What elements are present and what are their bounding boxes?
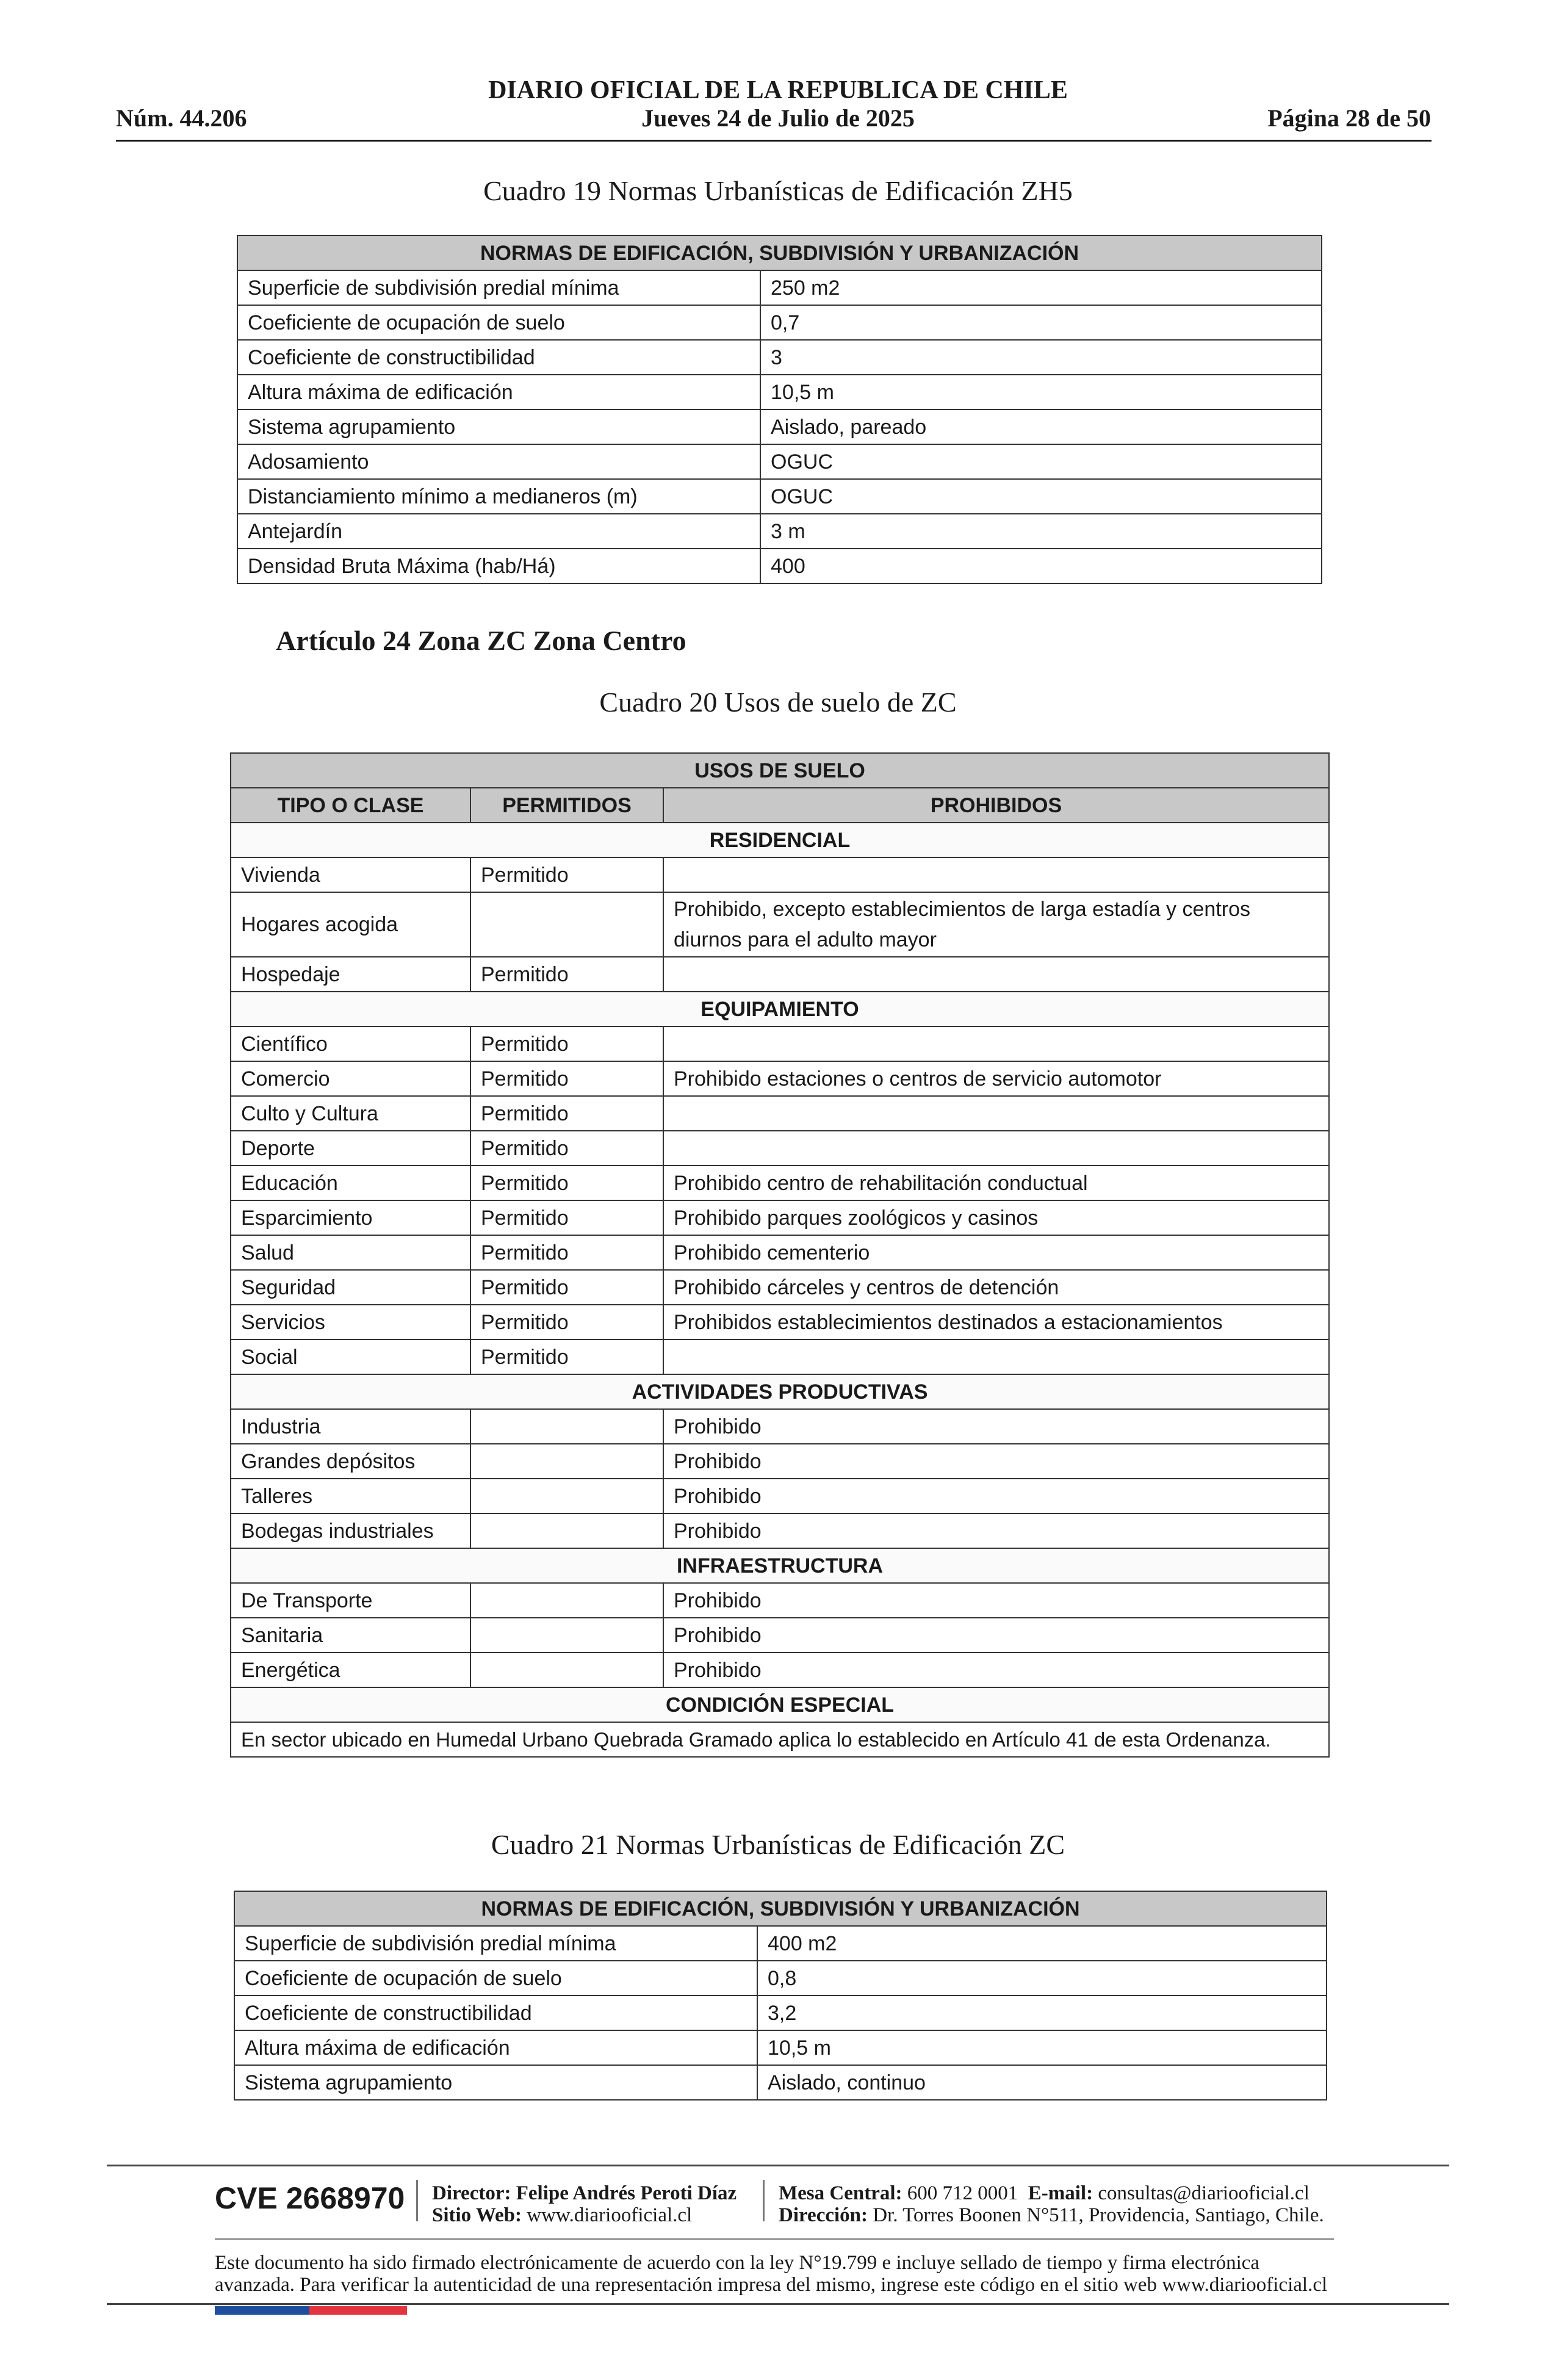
table-row — [231, 1583, 1329, 1618]
footer-divider-top — [107, 2165, 1449, 2166]
article-heading: Artículo 24 Zona ZC Zona Centro — [276, 625, 686, 656]
section-residencial: RESIDENCIAL — [231, 823, 1329, 857]
cell-permitido — [470, 1583, 663, 1618]
cell-tipo: Social — [231, 1340, 470, 1374]
issue-number: Núm. 44.206 — [116, 104, 247, 132]
condicion-especial-text: En sector ubicado en Humedal Urbano Quebrada Gramado aplica lo establecido en Artículo 41 de esta Ordenanza. — [231, 1722, 1329, 1757]
table-row — [237, 549, 1322, 583]
section-equipamiento: EQUIPAMIENTO — [231, 992, 1329, 1026]
cell-tipo: Seguridad — [231, 1270, 470, 1305]
flag-stripe-red — [309, 2306, 407, 2315]
table-row — [231, 1618, 1329, 1653]
cuadro20-caption: Cuadro 20 Usos de suelo de ZC — [599, 687, 957, 718]
cve-code: CVE 2668970 — [215, 2181, 405, 2215]
cell-prohibido: Prohibido centro de rehabilitación conductual — [663, 1166, 1329, 1200]
table-row — [231, 1235, 1329, 1270]
footer-divider-bottom — [107, 2303, 1449, 2305]
row-value: 3 — [760, 340, 1322, 375]
cell-tipo: Comercio — [231, 1061, 470, 1096]
row-value: 10,5 m — [760, 375, 1322, 409]
cuadro21-table — [234, 1891, 1327, 2101]
row-value: 250 m2 — [760, 270, 1322, 305]
cuadro21-caption: Cuadro 21 Normas Urbanísticas de Edificación ZC — [491, 1829, 1065, 1860]
director-line — [432, 2182, 737, 2205]
cell-prohibido — [663, 1096, 1329, 1131]
column-header-prohibidos: PROHIBIDOS — [663, 788, 1329, 823]
section-actividades-productivas: ACTIVIDADES PRODUCTIVAS — [231, 1374, 1329, 1409]
table-row — [237, 514, 1322, 549]
table-row — [231, 1200, 1329, 1235]
address-label: Dirección: — [779, 2204, 868, 2226]
mesa-phone: 600 712 0001 — [907, 2182, 1018, 2204]
row-label: Coeficiente de constructibilidad — [234, 1996, 757, 2030]
cell-prohibido — [663, 1026, 1329, 1061]
footer-separator — [763, 2180, 765, 2221]
website-label: Sitio Web: — [432, 2204, 522, 2226]
table-row — [231, 1166, 1329, 1200]
cell-permitido: Permitido — [470, 1096, 663, 1131]
row-value: 0,8 — [757, 1961, 1327, 1996]
cell-tipo: Hogares acogida — [231, 892, 470, 957]
row-value: 3,2 — [757, 1996, 1327, 2030]
cell-prohibido: Prohibido parques zoológicos y casinos — [663, 1200, 1329, 1235]
cell-permitido — [470, 892, 663, 957]
cell-permitido — [470, 1513, 663, 1548]
cell-prohibido: Prohibido — [663, 1583, 1329, 1618]
cell-prohibido: Prohibido — [663, 1513, 1329, 1548]
cell-prohibido: Prohibido — [663, 1479, 1329, 1513]
cell-tipo: Industria — [231, 1409, 470, 1444]
address-line — [779, 2204, 1324, 2227]
table-row — [231, 857, 1329, 892]
cell-prohibido: Prohibido cárceles y centros de detención — [663, 1270, 1329, 1305]
row-value: Aislado, pareado — [760, 409, 1322, 444]
row-label: Superficie de subdivisión predial mínima — [234, 1926, 757, 1961]
table-row — [237, 270, 1322, 305]
table-row — [234, 2030, 1327, 2065]
section-condicion-especial: CONDICIÓN ESPECIAL — [231, 1687, 1329, 1722]
cell-prohibido: Prohibido — [663, 1618, 1329, 1653]
row-value: 10,5 m — [757, 2030, 1327, 2065]
row-label: Adosamiento — [237, 444, 760, 479]
cell-tipo: Grandes depósitos — [231, 1444, 470, 1479]
cell-prohibido — [663, 1131, 1329, 1166]
table-row — [231, 892, 1329, 957]
footer-separator — [416, 2180, 418, 2221]
cell-permitido — [470, 1444, 663, 1479]
table-row — [234, 2065, 1327, 2100]
cuadro19-caption: Cuadro 19 Normas Urbanísticas de Edificación ZH5 — [483, 175, 1073, 206]
table-row — [234, 1996, 1327, 2030]
cell-permitido — [470, 1618, 663, 1653]
cell-prohibido — [663, 857, 1329, 892]
table-row — [231, 1131, 1329, 1166]
row-label: Sistema agrupamiento — [234, 2065, 757, 2100]
director-label: Director: — [432, 2182, 511, 2204]
cell-permitido — [470, 1409, 663, 1444]
column-header-permitidos: PERMITIDOS — [470, 788, 663, 823]
table-row — [231, 1722, 1329, 1757]
cell-permitido: Permitido — [470, 1200, 663, 1235]
cell-prohibido: Prohibido — [663, 1409, 1329, 1444]
cuadro20-table — [230, 752, 1330, 1758]
mesa-label: Mesa Central: — [779, 2182, 902, 2204]
cell-prohibido: Prohibido — [663, 1444, 1329, 1479]
table-row — [231, 1340, 1329, 1374]
table-row — [237, 409, 1322, 444]
director-name: Felipe Andrés Peroti Díaz — [516, 2182, 737, 2204]
cell-tipo: Educación — [231, 1166, 470, 1200]
table-row — [237, 444, 1322, 479]
email-address[interactable]: consultas@diariooficial.cl — [1098, 2182, 1309, 2204]
website-url[interactable]: www.diariooficial.cl — [527, 2204, 693, 2226]
row-label: Antejardín — [237, 514, 760, 549]
cell-tipo: Bodegas industriales — [231, 1513, 470, 1548]
row-value: OGUC — [760, 444, 1322, 479]
row-label: Coeficiente de constructibilidad — [237, 340, 760, 375]
footer-divider-mid — [215, 2238, 1334, 2240]
table-row — [237, 340, 1322, 375]
row-label: Densidad Bruta Máxima (hab/Há) — [237, 549, 760, 583]
cell-tipo: Energética — [231, 1653, 470, 1687]
table-row — [231, 1026, 1329, 1061]
table-row — [237, 375, 1322, 409]
cell-prohibido: Prohibidos establecimientos destinados a estacionamientos — [663, 1305, 1329, 1340]
table-row — [234, 1961, 1327, 1996]
table-row — [231, 1305, 1329, 1340]
cell-prohibido: Prohibido estaciones o centros de servicio automotor — [663, 1061, 1329, 1096]
row-value: 0,7 — [760, 305, 1322, 340]
row-value: 400 — [760, 549, 1322, 583]
cell-tipo: Deporte — [231, 1131, 470, 1166]
table-row — [231, 1270, 1329, 1305]
header-divider — [116, 140, 1432, 142]
cell-permitido — [470, 1479, 663, 1513]
cuadro19-header: NORMAS DE EDIFICACIÓN, SUBDIVISIÓN Y URBANIZACIÓN — [237, 236, 1322, 270]
cell-permitido: Permitido — [470, 1270, 663, 1305]
row-label: Sistema agrupamiento — [237, 409, 760, 444]
cell-tipo: Salud — [231, 1235, 470, 1270]
table-row — [231, 1061, 1329, 1096]
column-header-tipo: TIPO O CLASE — [231, 788, 470, 823]
flag-stripe-blue — [215, 2306, 309, 2315]
cuadro20-header: USOS DE SUELO — [231, 753, 1329, 788]
table-row — [231, 1513, 1329, 1548]
cell-permitido: Permitido — [470, 1131, 663, 1166]
website-line — [432, 2204, 692, 2227]
cell-tipo: Servicios — [231, 1305, 470, 1340]
table-row — [231, 1444, 1329, 1479]
cell-permitido: Permitido — [470, 1026, 663, 1061]
row-label: Altura máxima de edificación — [234, 2030, 757, 2065]
cell-permitido: Permitido — [470, 1305, 663, 1340]
cell-permitido: Permitido — [470, 1340, 663, 1374]
cuadro21-header: NORMAS DE EDIFICACIÓN, SUBDIVISIÓN Y URBANIZACIÓN — [234, 1891, 1327, 1926]
section-infraestructura: INFRAESTRUCTURA — [231, 1548, 1329, 1583]
cell-prohibido: Prohibido, excepto establecimientos de larga estadía y centros diurnos para el adulto mayor — [663, 892, 1329, 957]
signature-note-line1: Este documento ha sido firmado electrónicamente de acuerdo con la ley N°19.799 e incluye sellado de tiempo y firma electrónica — [215, 2252, 1260, 2274]
row-label: Coeficiente de ocupación de suelo — [237, 305, 760, 340]
cell-prohibido: Prohibido — [663, 1653, 1329, 1687]
row-label: Superficie de subdivisión predial mínima — [237, 270, 760, 305]
contact-line — [779, 2182, 1309, 2205]
table-row — [231, 957, 1329, 992]
cell-tipo: Talleres — [231, 1479, 470, 1513]
table-row — [231, 1653, 1329, 1687]
cell-tipo: Vivienda — [231, 857, 470, 892]
cell-tipo: Científico — [231, 1026, 470, 1061]
cell-prohibido — [663, 957, 1329, 992]
cell-permitido — [470, 1653, 663, 1687]
cell-tipo: De Transporte — [231, 1583, 470, 1618]
table-row — [234, 1926, 1327, 1961]
table-row — [231, 1096, 1329, 1131]
issue-date: Jueves 24 de Julio de 2025 — [641, 104, 915, 132]
cuadro19-table — [237, 235, 1322, 584]
row-value: 3 m — [760, 514, 1322, 549]
table-row — [231, 1479, 1329, 1513]
table-row — [231, 1409, 1329, 1444]
row-label: Altura máxima de edificación — [237, 375, 760, 409]
table-row — [237, 479, 1322, 514]
cell-tipo: Culto y Cultura — [231, 1096, 470, 1131]
row-label: Distanciamiento mínimo a medianeros (m) — [237, 479, 760, 514]
cell-prohibido — [663, 1340, 1329, 1374]
email-label: E-mail: — [1028, 2182, 1093, 2204]
row-value: 400 m2 — [757, 1926, 1327, 1961]
cell-permitido: Permitido — [470, 957, 663, 992]
row-value: OGUC — [760, 479, 1322, 514]
cell-permitido: Permitido — [470, 1061, 663, 1096]
table-row — [237, 305, 1322, 340]
signature-note-line2: avanzada. Para verificar la autenticidad de una representación impresa del mismo, ingrese este código en el sitio web www.diariooficial.cl — [215, 2274, 1328, 2296]
cell-tipo: Sanitaria — [231, 1618, 470, 1653]
page-number: Página 28 de 50 — [1267, 104, 1431, 132]
row-label: Coeficiente de ocupación de suelo — [234, 1961, 757, 1996]
cell-permitido: Permitido — [470, 857, 663, 892]
cell-tipo: Hospedaje — [231, 957, 470, 992]
address-text: Dr. Torres Boonen N°511, Providencia, Santiago, Chile. — [873, 2204, 1324, 2226]
newspaper-title: DIARIO OFICIAL DE LA REPUBLICA DE CHILE — [488, 76, 1068, 104]
row-value: Aislado, continuo — [757, 2065, 1327, 2100]
cell-permitido: Permitido — [470, 1166, 663, 1200]
cell-tipo: Esparcimiento — [231, 1200, 470, 1235]
cell-prohibido: Prohibido cementerio — [663, 1235, 1329, 1270]
cell-permitido: Permitido — [470, 1235, 663, 1270]
